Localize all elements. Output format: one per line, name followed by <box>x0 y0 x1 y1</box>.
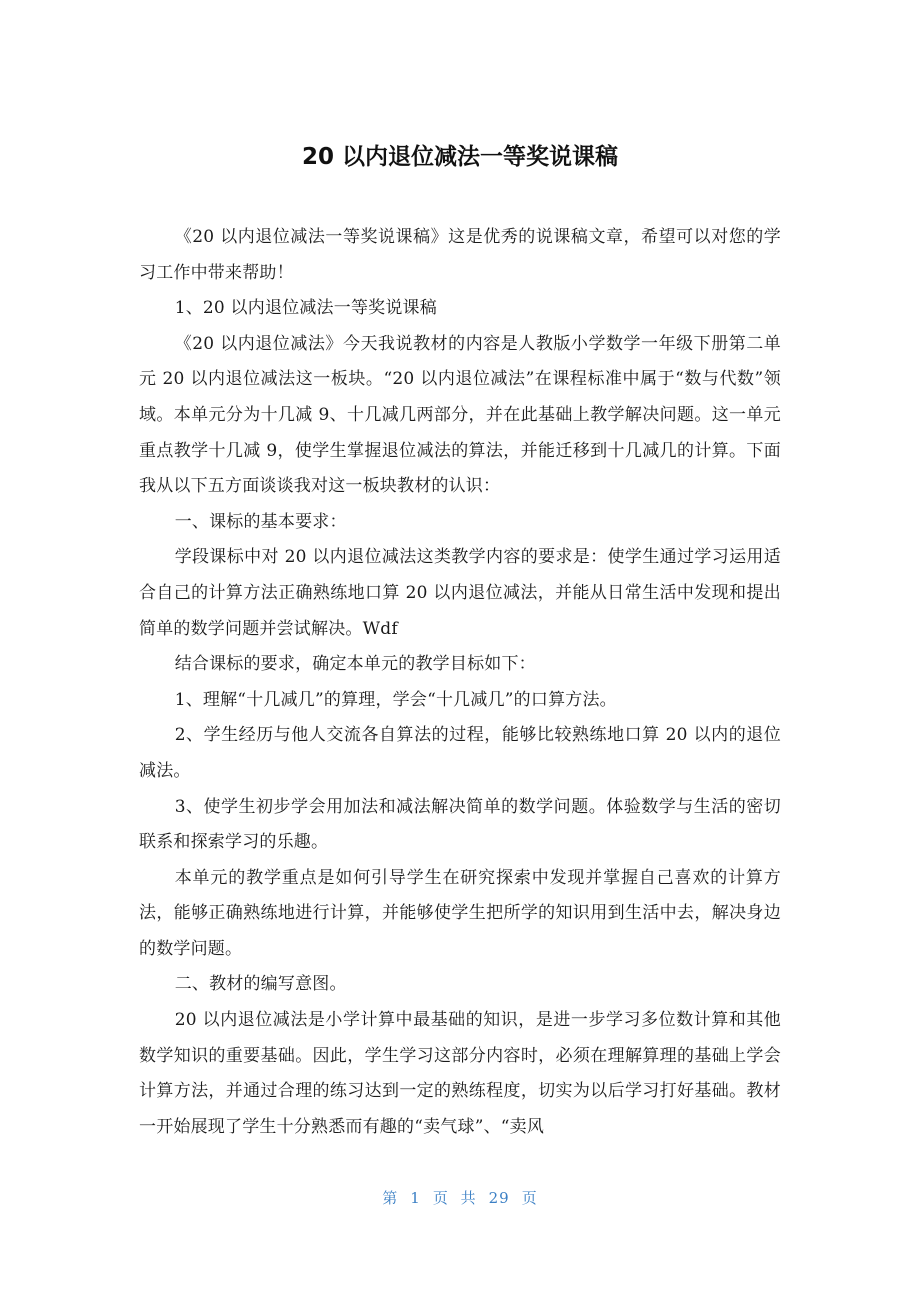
paragraph-design-intent: 20 以内退位减法是小学计算中最基础的知识，是进一步学习多位数计算和其他数学知识的重要基础。因此，学生学习这部分内容时，必须在理解算理的基础上学会计算方法，并通过合理的练习达到一定的熟练程度，切实为以后学习打好基础。教材一开始展现了学生十分熟悉而有趣的“卖气球”、“卖风 <box>139 1010 781 1137</box>
paragraph-goal-1: 1、理解“十几减几”的算理，学会“十几减几”的口算方法。 <box>174 689 617 710</box>
paragraph-goals-intro: 结合课标的要求，确定本单元的教学目标如下： <box>174 654 536 675</box>
page-footer <box>0 1186 920 1210</box>
paragraph-intro: 《20 以内退位减法一等奖说课稿》这是优秀的说课稿文章，希望可以对您的学习工作中带来帮助！ <box>139 227 781 283</box>
paragraph-heading-1: 1、20 以内退位减法一等奖说课稿 <box>174 298 437 319</box>
paragraph-section-2-heading: 二、教材的编写意图。 <box>174 974 347 995</box>
paragraph-goal-3: 3、使学生初步学会用加法和减法解决简单的数学问题。体验数学与生活的密切联系和探索学习的乐趣。 <box>139 796 781 853</box>
footer-label-page: 第 <box>382 1189 399 1207</box>
footer-current-page: 1 <box>410 1189 421 1207</box>
document-title: 20 以内退位减法一等奖说课稿 <box>301 144 618 170</box>
footer-total-pages: 29 <box>488 1189 510 1207</box>
paragraph-goal-2: 2、学生经历与他人交流各自算法的过程，能够比较熟练地口算 20 以内的退位减法。 <box>139 725 781 781</box>
paragraph-key-points: 本单元的教学重点是如何引导学生在研究探索中发现并掌握自己喜欢的计算方法，能够正确熟练地进行计算，并能够使学生把所学的知识用到生活中去，解决身边的数学问题。 <box>139 867 781 959</box>
paragraph-section-1-heading: 一、课标的基本要求： <box>174 511 347 532</box>
footer-label-of: 页 共 <box>432 1189 477 1207</box>
paragraph-curriculum-requirement: 学段课标中对 20 以内退位减法这类教学内容的要求是：使学生通过学习运用适合自己的计算方法正确熟练地口算 20 以内退位减法，并能从日常生活中发现和提出简单的数学问题并尝试解决。Wdf <box>139 547 781 639</box>
paragraph-textbook-content: 《20 以内退位减法》今天我说教材的内容是人教版小学数学一年级下册第二单元 20 以内退位减法这一板块。“20 以内退位减法”在课程标准中属于“数与代数”领域。本单元分为十几减 9、十几减几两部分，并在此基础上教学解决问题。这一单元重点教学十几减 9，使学生掌握退位减法的算法，并能迁移到十几减几的计算。下面我从以下五方面谈谈我对这一板块教材的认识： <box>139 333 781 497</box>
document-body <box>139 220 781 1145</box>
footer-label-pages: 页 <box>521 1189 538 1207</box>
